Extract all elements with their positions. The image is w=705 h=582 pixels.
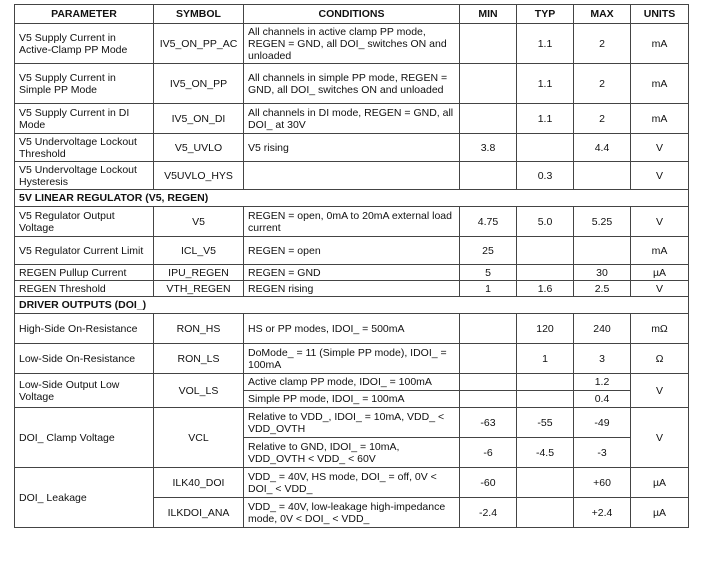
param-cell: High-Side On-Resistance xyxy=(15,314,154,344)
header-parameter: PARAMETER xyxy=(15,5,154,24)
table-row xyxy=(15,207,689,237)
symbol-cell: IV5_ON_DI xyxy=(154,104,244,134)
min-cell xyxy=(460,344,517,374)
conditions-cell: REGEN = GND xyxy=(244,265,460,281)
symbol-cell: ICL_V5 xyxy=(154,237,244,265)
symbol-cell: V5_UVLO xyxy=(154,134,244,162)
param-cell: V5 Undervoltage Lockout Hysteresis xyxy=(15,162,154,190)
typ-cell xyxy=(517,134,574,162)
section-title: DRIVER OUTPUTS (DOI_) xyxy=(15,297,689,314)
min-cell: -60 xyxy=(460,468,517,498)
param-cell: DOI_ Clamp Voltage xyxy=(15,408,154,468)
symbol-cell: ILK40_DOI xyxy=(154,468,244,498)
typ-cell: 120 xyxy=(517,314,574,344)
typ-cell: 1.1 xyxy=(517,64,574,104)
table-row xyxy=(15,104,689,134)
max-cell: 3 xyxy=(574,344,631,374)
conditions-cell: Relative to GND, IDOI_ = 10mA, VDD_OVTH < VDD_ < 60V xyxy=(244,438,460,468)
typ-cell: -55 xyxy=(517,408,574,438)
conditions-cell: All channels in DI mode, REGEN = GND, all DOI_ at 30V xyxy=(244,104,460,134)
min-cell: -6 xyxy=(460,438,517,468)
units-cell: V xyxy=(631,162,689,190)
symbol-cell: RON_HS xyxy=(154,314,244,344)
conditions-cell: REGEN = open, 0mA to 20mA external load current xyxy=(244,207,460,237)
min-cell: -2.4 xyxy=(460,498,517,528)
section-header-driver-outputs xyxy=(15,297,689,314)
units-cell: V xyxy=(631,207,689,237)
typ-cell: 1.6 xyxy=(517,281,574,297)
units-cell: mA xyxy=(631,237,689,265)
max-cell: -49 xyxy=(574,408,631,438)
units-cell: V xyxy=(631,374,689,408)
header-min: MIN xyxy=(460,5,517,24)
min-cell xyxy=(460,374,517,391)
param-cell: Low-Side On-Resistance xyxy=(15,344,154,374)
units-cell: mΩ xyxy=(631,314,689,344)
max-cell: 2.5 xyxy=(574,281,631,297)
conditions-cell: Relative to VDD_, IDOI_ = 10mA, VDD_ < VDD_OVTH xyxy=(244,408,460,438)
min-cell xyxy=(460,24,517,64)
max-cell: -3 xyxy=(574,438,631,468)
conditions-cell: VDD_ = 40V, HS mode, DOI_ = off, 0V < DOI_ < VDD_ xyxy=(244,468,460,498)
units-cell: mA xyxy=(631,24,689,64)
symbol-cell: VTH_REGEN xyxy=(154,281,244,297)
max-cell: 4.4 xyxy=(574,134,631,162)
table-row xyxy=(15,408,689,438)
typ-cell: 1.1 xyxy=(517,104,574,134)
table-row xyxy=(15,281,689,297)
header-typ: TYP xyxy=(517,5,574,24)
table-header-row xyxy=(15,5,689,24)
conditions-cell: REGEN = open xyxy=(244,237,460,265)
min-cell: -63 xyxy=(460,408,517,438)
units-cell: µA xyxy=(631,468,689,498)
units-cell: Ω xyxy=(631,344,689,374)
param-cell: V5 Regulator Output Voltage xyxy=(15,207,154,237)
symbol-cell: IV5_ON_PP xyxy=(154,64,244,104)
electrical-characteristics-table xyxy=(14,4,689,528)
conditions-cell: All channels in simple PP mode, REGEN = GND, all DOI_ switches ON and unloaded xyxy=(244,64,460,104)
param-cell: REGEN Pullup Current xyxy=(15,265,154,281)
max-cell: 2 xyxy=(574,24,631,64)
param-cell: V5 Regulator Current Limit xyxy=(15,237,154,265)
max-cell xyxy=(574,237,631,265)
max-cell xyxy=(574,162,631,190)
header-conditions: CONDITIONS xyxy=(244,5,460,24)
conditions-cell: HS or PP modes, IDOI_ = 500mA xyxy=(244,314,460,344)
param-cell: Low-Side Output Low Voltage xyxy=(15,374,154,408)
table-row xyxy=(15,134,689,162)
table-row xyxy=(15,162,689,190)
min-cell xyxy=(460,64,517,104)
table-row xyxy=(15,374,689,391)
units-cell: V xyxy=(631,134,689,162)
table-row xyxy=(15,24,689,64)
typ-cell: 1 xyxy=(517,344,574,374)
units-cell: V xyxy=(631,408,689,468)
units-cell: µA xyxy=(631,265,689,281)
conditions-cell: Simple PP mode, IDOI_ = 100mA xyxy=(244,391,460,408)
units-cell: µA xyxy=(631,498,689,528)
param-cell: DOI_ Leakage xyxy=(15,468,154,528)
units-cell: V xyxy=(631,281,689,297)
table-row xyxy=(15,314,689,344)
max-cell: +2.4 xyxy=(574,498,631,528)
typ-cell xyxy=(517,391,574,408)
header-units: UNITS xyxy=(631,5,689,24)
max-cell: +60 xyxy=(574,468,631,498)
max-cell: 1.2 xyxy=(574,374,631,391)
typ-cell: -4.5 xyxy=(517,438,574,468)
section-header-linear-regulator xyxy=(15,190,689,207)
conditions-cell: All channels in active clamp PP mode, REGEN = GND, all DOI_ switches ON and unloaded xyxy=(244,24,460,64)
typ-cell: 5.0 xyxy=(517,207,574,237)
table-row xyxy=(15,237,689,265)
min-cell xyxy=(460,104,517,134)
min-cell: 25 xyxy=(460,237,517,265)
param-cell: V5 Supply Current in Simple PP Mode xyxy=(15,64,154,104)
symbol-cell: ILKDOI_ANA xyxy=(154,498,244,528)
table-row xyxy=(15,265,689,281)
typ-cell xyxy=(517,374,574,391)
typ-cell xyxy=(517,468,574,498)
symbol-cell: VOL_LS xyxy=(154,374,244,408)
conditions-cell: V5 rising xyxy=(244,134,460,162)
table-row xyxy=(15,64,689,104)
table-row xyxy=(15,344,689,374)
min-cell xyxy=(460,314,517,344)
conditions-cell xyxy=(244,162,460,190)
conditions-cell: REGEN rising xyxy=(244,281,460,297)
typ-cell xyxy=(517,498,574,528)
typ-cell: 1.1 xyxy=(517,24,574,64)
symbol-cell: VCL xyxy=(154,408,244,468)
conditions-cell: Active clamp PP mode, IDOI_ = 100mA xyxy=(244,374,460,391)
symbol-cell: RON_LS xyxy=(154,344,244,374)
typ-cell xyxy=(517,237,574,265)
param-cell: V5 Supply Current in DI Mode xyxy=(15,104,154,134)
max-cell: 5.25 xyxy=(574,207,631,237)
table-row xyxy=(15,468,689,498)
min-cell: 5 xyxy=(460,265,517,281)
conditions-cell: VDD_ = 40V, low-leakage high-impedance mode, 0V < DOI_ < VDD_ xyxy=(244,498,460,528)
max-cell: 2 xyxy=(574,64,631,104)
max-cell: 240 xyxy=(574,314,631,344)
section-title: 5V LINEAR REGULATOR (V5, REGEN) xyxy=(15,190,689,207)
symbol-cell: V5 xyxy=(154,207,244,237)
header-symbol: SYMBOL xyxy=(154,5,244,24)
units-cell: mA xyxy=(631,64,689,104)
param-cell: REGEN Threshold xyxy=(15,281,154,297)
max-cell: 30 xyxy=(574,265,631,281)
symbol-cell: V5UVLO_HYS xyxy=(154,162,244,190)
min-cell xyxy=(460,162,517,190)
max-cell: 2 xyxy=(574,104,631,134)
param-cell: V5 Supply Current in Active-Clamp PP Mode xyxy=(15,24,154,64)
param-cell: V5 Undervoltage Lockout Threshold xyxy=(15,134,154,162)
min-cell: 3.8 xyxy=(460,134,517,162)
header-max: MAX xyxy=(574,5,631,24)
min-cell: 4.75 xyxy=(460,207,517,237)
symbol-cell: IPU_REGEN xyxy=(154,265,244,281)
typ-cell: 0.3 xyxy=(517,162,574,190)
min-cell: 1 xyxy=(460,281,517,297)
symbol-cell: IV5_ON_PP_AC xyxy=(154,24,244,64)
max-cell: 0.4 xyxy=(574,391,631,408)
min-cell xyxy=(460,391,517,408)
units-cell: mA xyxy=(631,104,689,134)
conditions-cell: DoMode_ = 11 (Simple PP mode), IDOI_ = 100mA xyxy=(244,344,460,374)
typ-cell xyxy=(517,265,574,281)
